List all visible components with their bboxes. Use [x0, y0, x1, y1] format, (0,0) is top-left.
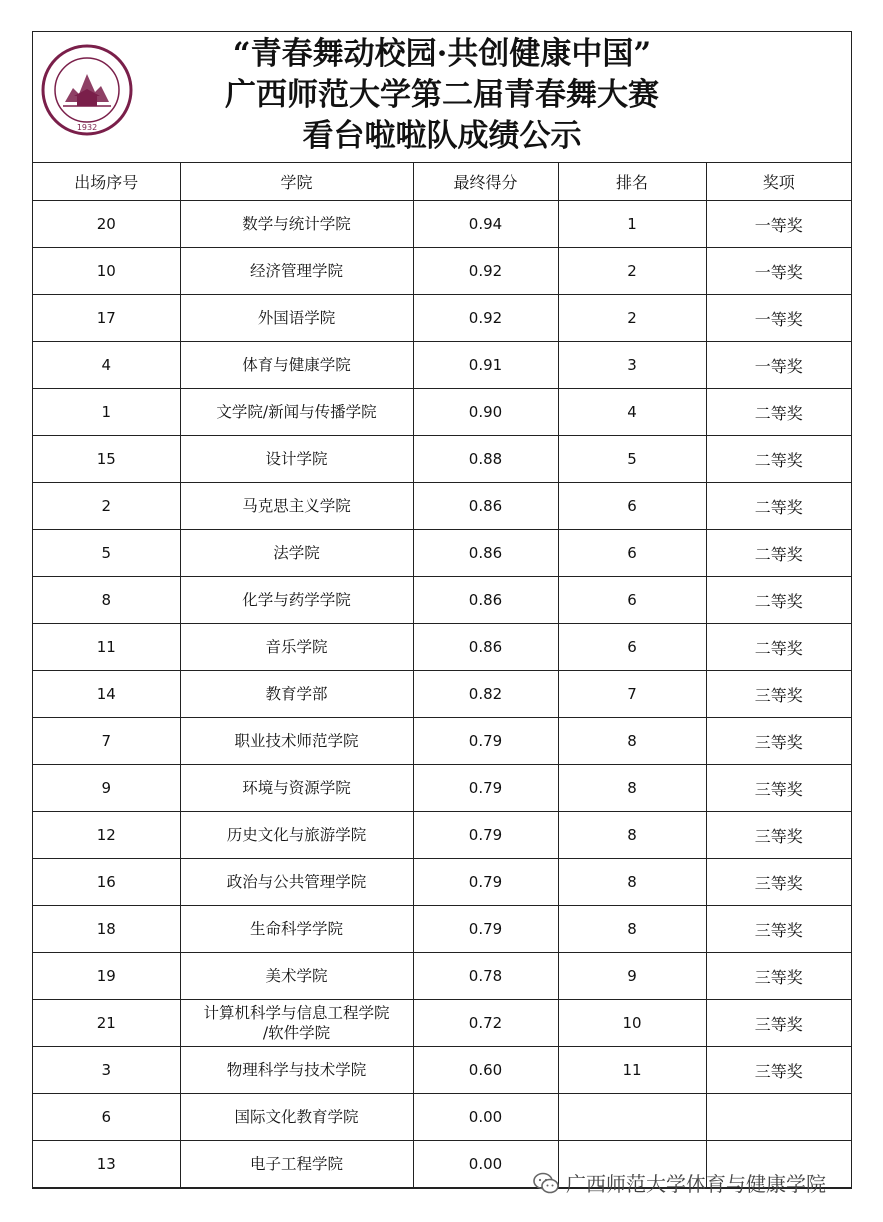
table-row — [33, 812, 851, 859]
logo-year: 1932 — [76, 123, 98, 132]
cell-order: 9 — [33, 765, 180, 812]
cell-college: 化学与药学学院 — [180, 577, 413, 624]
cell-order: 19 — [33, 953, 180, 1000]
cell-rank: 6 — [558, 483, 706, 530]
cell-rank: 8 — [558, 812, 706, 859]
cell-award: 二等奖 — [706, 436, 851, 483]
results-sheet — [32, 31, 852, 1189]
table-row — [33, 859, 851, 906]
cell-college: 生命科学学院 — [180, 906, 413, 953]
cell-award: 一等奖 — [706, 248, 851, 295]
cell-rank — [558, 1094, 706, 1141]
page-title — [153, 34, 731, 157]
cell-rank: 7 — [558, 671, 706, 718]
cell-rank: 8 — [558, 718, 706, 765]
header — [33, 32, 851, 163]
table-row — [33, 1047, 851, 1094]
table-row — [33, 671, 851, 718]
cell-award: 二等奖 — [706, 530, 851, 577]
table-row — [33, 577, 851, 624]
cell-order: 21 — [33, 1000, 180, 1047]
cell-award: 三等奖 — [706, 953, 851, 1000]
table-row — [33, 953, 851, 1000]
cell-college: 计算机科学与信息工程学院 /软件学院 — [180, 1000, 413, 1047]
cell-award: 二等奖 — [706, 389, 851, 436]
column-header-college: 学院 — [180, 163, 413, 201]
cell-order: 8 — [33, 577, 180, 624]
cell-award: 三等奖 — [706, 859, 851, 906]
cell-order: 10 — [33, 248, 180, 295]
cell-rank: 6 — [558, 624, 706, 671]
cell-college: 物理科学与技术学院 — [180, 1047, 413, 1094]
table-row — [33, 906, 851, 953]
cell-award: 一等奖 — [706, 201, 851, 248]
cell-award: 二等奖 — [706, 577, 851, 624]
table-row — [33, 718, 851, 765]
cell-score: 0.79 — [413, 718, 558, 765]
cell-rank: 3 — [558, 342, 706, 389]
cell-score: 0.79 — [413, 906, 558, 953]
cell-award: 三等奖 — [706, 671, 851, 718]
title-line-3: 看台啦啦队成绩公示 — [302, 118, 582, 154]
cell-score: 0.79 — [413, 765, 558, 812]
column-header-order: 出场序号 — [33, 163, 180, 201]
cell-award: 三等奖 — [706, 906, 851, 953]
cell-award — [706, 1094, 851, 1141]
cell-score: 0.86 — [413, 530, 558, 577]
cell-college: 教育学部 — [180, 671, 413, 718]
title-line-1: “青春舞动校园·共创健康中国” — [232, 36, 652, 72]
cell-college: 职业技术师范学院 — [180, 718, 413, 765]
cell-order: 16 — [33, 859, 180, 906]
cell-score: 0.78 — [413, 953, 558, 1000]
cell-score: 0.79 — [413, 859, 558, 906]
column-header-rank: 排名 — [558, 163, 706, 201]
cell-rank: 2 — [558, 248, 706, 295]
cell-college: 政治与公共管理学院 — [180, 859, 413, 906]
cell-rank: 1 — [558, 201, 706, 248]
results-table — [33, 163, 851, 1188]
cell-award: 二等奖 — [706, 624, 851, 671]
cell-rank: 10 — [558, 1000, 706, 1047]
cell-order: 2 — [33, 483, 180, 530]
cell-score: 0.86 — [413, 624, 558, 671]
cell-score: 0.90 — [413, 389, 558, 436]
cell-college: 马克思主义学院 — [180, 483, 413, 530]
table-row — [33, 342, 851, 389]
cell-score: 0.88 — [413, 436, 558, 483]
table-row — [33, 765, 851, 812]
cell-order: 1 — [33, 389, 180, 436]
table-row — [33, 530, 851, 577]
cell-award: 三等奖 — [706, 812, 851, 859]
table-row — [33, 295, 851, 342]
cell-score: 0.60 — [413, 1047, 558, 1094]
table-row — [33, 389, 851, 436]
cell-award: 三等奖 — [706, 718, 851, 765]
column-header-award: 奖项 — [706, 163, 851, 201]
column-header-score: 最终得分 — [413, 163, 558, 201]
cell-score: 0.79 — [413, 812, 558, 859]
cell-score: 0.72 — [413, 1000, 558, 1047]
cell-rank: 6 — [558, 577, 706, 624]
wechat-watermark — [532, 1168, 826, 1197]
cell-award: 三等奖 — [706, 1047, 851, 1094]
cell-order: 15 — [33, 436, 180, 483]
cell-order: 7 — [33, 718, 180, 765]
table-row — [33, 1000, 851, 1047]
cell-order: 20 — [33, 201, 180, 248]
cell-college: 法学院 — [180, 530, 413, 577]
table-row — [33, 624, 851, 671]
cell-score: 0.86 — [413, 483, 558, 530]
university-logo-icon — [41, 44, 133, 136]
cell-rank: 2 — [558, 295, 706, 342]
cell-order: 4 — [33, 342, 180, 389]
cell-score: 0.92 — [413, 295, 558, 342]
title-line-2: 广西师范大学第二届青春舞大赛 — [225, 77, 659, 113]
cell-college: 数学与统计学院 — [180, 201, 413, 248]
cell-score: 0.86 — [413, 577, 558, 624]
cell-college: 环境与资源学院 — [180, 765, 413, 812]
table-row — [33, 483, 851, 530]
cell-college: 经济管理学院 — [180, 248, 413, 295]
cell-rank: 8 — [558, 906, 706, 953]
cell-college: 设计学院 — [180, 436, 413, 483]
cell-award: 一等奖 — [706, 295, 851, 342]
cell-score: 0.82 — [413, 671, 558, 718]
table-row — [33, 201, 851, 248]
cell-order: 3 — [33, 1047, 180, 1094]
cell-college: 国际文化教育学院 — [180, 1094, 413, 1141]
cell-award: 三等奖 — [706, 1000, 851, 1047]
cell-order: 14 — [33, 671, 180, 718]
cell-rank: 4 — [558, 389, 706, 436]
table-row — [33, 436, 851, 483]
cell-order: 18 — [33, 906, 180, 953]
cell-score: 0.94 — [413, 201, 558, 248]
watermark-text: 广西师范大学体育与健康学院 — [566, 1172, 826, 1196]
cell-order: 17 — [33, 295, 180, 342]
cell-order: 6 — [33, 1094, 180, 1141]
cell-award: 一等奖 — [706, 342, 851, 389]
cell-rank: 9 — [558, 953, 706, 1000]
cell-award: 二等奖 — [706, 483, 851, 530]
cell-college: 历史文化与旅游学院 — [180, 812, 413, 859]
cell-college: 外国语学院 — [180, 295, 413, 342]
cell-score: 0.00 — [413, 1141, 558, 1188]
table-row — [33, 248, 851, 295]
cell-college: 体育与健康学院 — [180, 342, 413, 389]
table-header-row — [33, 163, 851, 201]
cell-order: 12 — [33, 812, 180, 859]
cell-rank: 6 — [558, 530, 706, 577]
cell-order: 13 — [33, 1141, 180, 1188]
cell-order: 11 — [33, 624, 180, 671]
cell-college: 美术学院 — [180, 953, 413, 1000]
cell-score: 0.00 — [413, 1094, 558, 1141]
wechat-icon — [532, 1172, 560, 1194]
table-row — [33, 1094, 851, 1141]
cell-rank: 8 — [558, 859, 706, 906]
cell-order: 5 — [33, 530, 180, 577]
cell-college: 文学院/新闻与传播学院 — [180, 389, 413, 436]
cell-rank: 8 — [558, 765, 706, 812]
cell-score: 0.92 — [413, 248, 558, 295]
cell-score: 0.91 — [413, 342, 558, 389]
cell-college: 音乐学院 — [180, 624, 413, 671]
cell-rank: 11 — [558, 1047, 706, 1094]
cell-rank: 5 — [558, 436, 706, 483]
cell-award: 三等奖 — [706, 765, 851, 812]
cell-college: 电子工程学院 — [180, 1141, 413, 1188]
